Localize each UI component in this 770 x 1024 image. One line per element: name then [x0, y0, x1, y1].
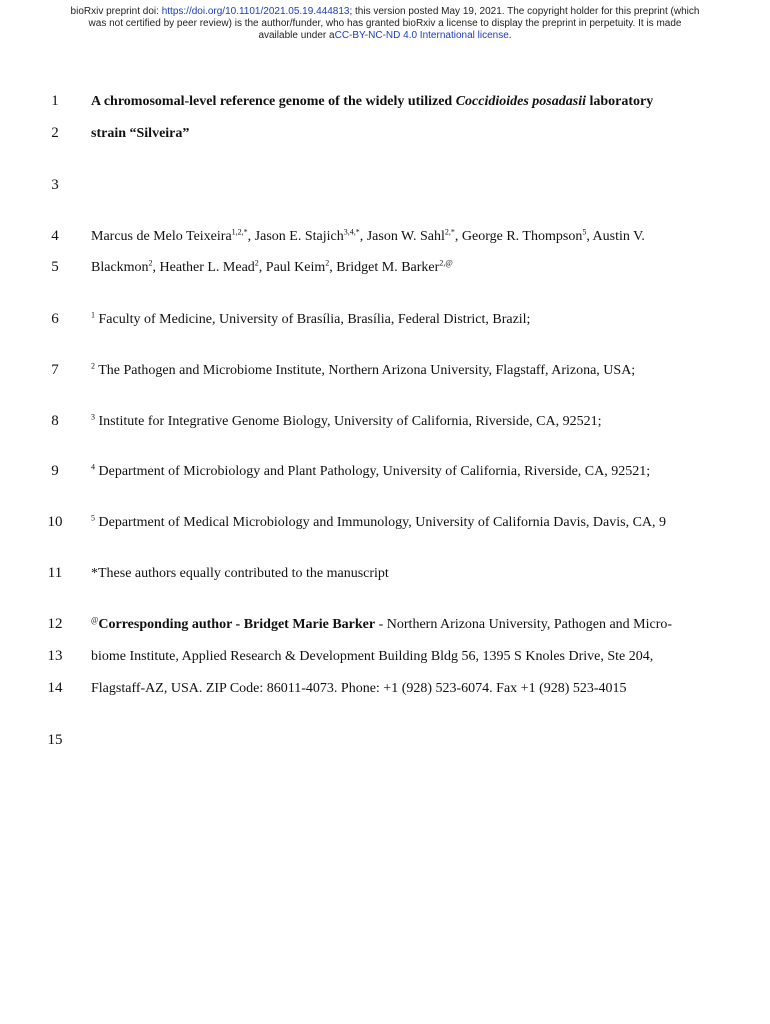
author-affil-sup: 2	[325, 258, 330, 268]
line-number: 15	[47, 732, 63, 748]
author: Blackmon	[91, 260, 149, 275]
banner-text: .	[508, 30, 512, 41]
author: Marcus de Melo Teixeira	[91, 229, 232, 244]
equal-contribution-note: *These authors equally contributed to the manuscript	[91, 566, 389, 581]
line-number: 5	[51, 259, 59, 275]
affil-sup: 4	[91, 462, 95, 472]
affiliation-5	[91, 515, 731, 531]
author-list	[91, 229, 731, 245]
banner-text: bioRxiv preprint doi:	[70, 6, 162, 17]
affil-text: Institute for Integrative Genome Biology, University of California, Riverside, CA, 92521;	[95, 414, 602, 429]
author: , Heather L. Mead	[152, 260, 255, 275]
affil-sup: 1	[91, 310, 95, 320]
affil-sup: 5	[91, 513, 95, 523]
author: , Bridget M. Barker	[329, 260, 440, 275]
title-text: A chromosomal-level reference genome of the widely utilized	[91, 94, 456, 109]
author-affil-sup: 5	[582, 227, 587, 237]
corresponding-sup: @	[91, 615, 99, 625]
line-number: 4	[51, 228, 59, 244]
line-number: 13	[47, 648, 63, 664]
line-number: 10	[47, 514, 63, 530]
affil-sup: 3	[91, 412, 95, 422]
line-number: 7	[51, 362, 59, 378]
line-number: 14	[47, 680, 63, 696]
line-number: 12	[47, 616, 63, 632]
species-name: Coccidioides posadasii	[455, 94, 586, 109]
line-number: 8	[51, 413, 59, 429]
affiliation-2	[91, 363, 731, 379]
author-affil-sup: 2	[254, 258, 259, 268]
preprint-banner	[40, 6, 730, 42]
author-affil-sup: 2,*	[444, 227, 455, 237]
banner-text: ; this version posted May 19, 2021. The copyright holder for this preprint (which	[349, 6, 700, 17]
author-affil-sup: 2,@	[439, 258, 453, 268]
corresponding-author	[91, 617, 731, 633]
author: , Jason E. Stajich	[247, 229, 344, 244]
author: , Paul Keim	[258, 260, 326, 275]
corresponding-address-line2: biome Institute, Applied Research & Development Building Bldg 56, 1395 S Knoles Drive, Ste 204,	[91, 649, 654, 664]
affil-text: The Pathogen and Microbiome Institute, Northern Arizona University, Flagstaff, Arizona, USA;	[95, 363, 636, 378]
corresponding-label: Corresponding author - Bridget Marie Barker	[98, 617, 376, 632]
paper-title	[91, 94, 731, 110]
line-number: 3	[51, 177, 59, 193]
affiliation-3	[91, 414, 731, 430]
banner-text: was not certified by peer review) is the author/funder, who has granted bioRxiv a license to display the preprint in perpetuity. It is made	[88, 18, 682, 29]
author: , Jason W. Sahl	[359, 229, 445, 244]
line-number: 9	[51, 463, 59, 479]
author: , George R. Thompson	[454, 229, 583, 244]
line-number: 1	[51, 93, 59, 109]
affiliation-1	[91, 312, 731, 328]
author-affil-sup: 3,4,*	[343, 227, 360, 237]
line-number: 6	[51, 311, 59, 327]
affil-text: Department of Medical Microbiology and Immunology, University of California Davis, Davis, CA, 9	[95, 515, 667, 530]
corresponding-address-line3: Flagstaff-AZ, USA. ZIP Code: 86011-4073. Phone: +1 (928) 523-6074. Fax +1 (928) 523-4015	[91, 681, 627, 696]
author-affil-sup: 1,2,*	[231, 227, 248, 237]
line-number: 2	[51, 125, 59, 141]
line-number: 11	[47, 565, 63, 581]
author-list-line2	[91, 260, 731, 276]
affil-sup: 2	[91, 361, 95, 371]
affiliation-4	[91, 464, 731, 480]
banner-text: available under a	[258, 30, 335, 41]
doi-link[interactable]: https://doi.org/10.1101/2021.05.19.444813	[161, 6, 350, 17]
license-link[interactable]: CC-BY-NC-ND 4.0 International license	[334, 30, 509, 41]
corresponding-text: - Northern Arizona University, Pathogen and Micro-	[375, 617, 673, 632]
affil-text: Department of Microbiology and Plant Pathology, University of California, Riverside, CA, 92521;	[95, 464, 651, 479]
author-affil-sup: 2	[148, 258, 153, 268]
paper-title-line2: strain “Silveira”	[91, 126, 190, 141]
title-text: laboratory	[585, 94, 654, 109]
affil-text: Faculty of Medicine, University of Brasília, Brasília, Federal District, Brazil;	[95, 312, 531, 327]
author: , Austin V.	[586, 229, 645, 244]
